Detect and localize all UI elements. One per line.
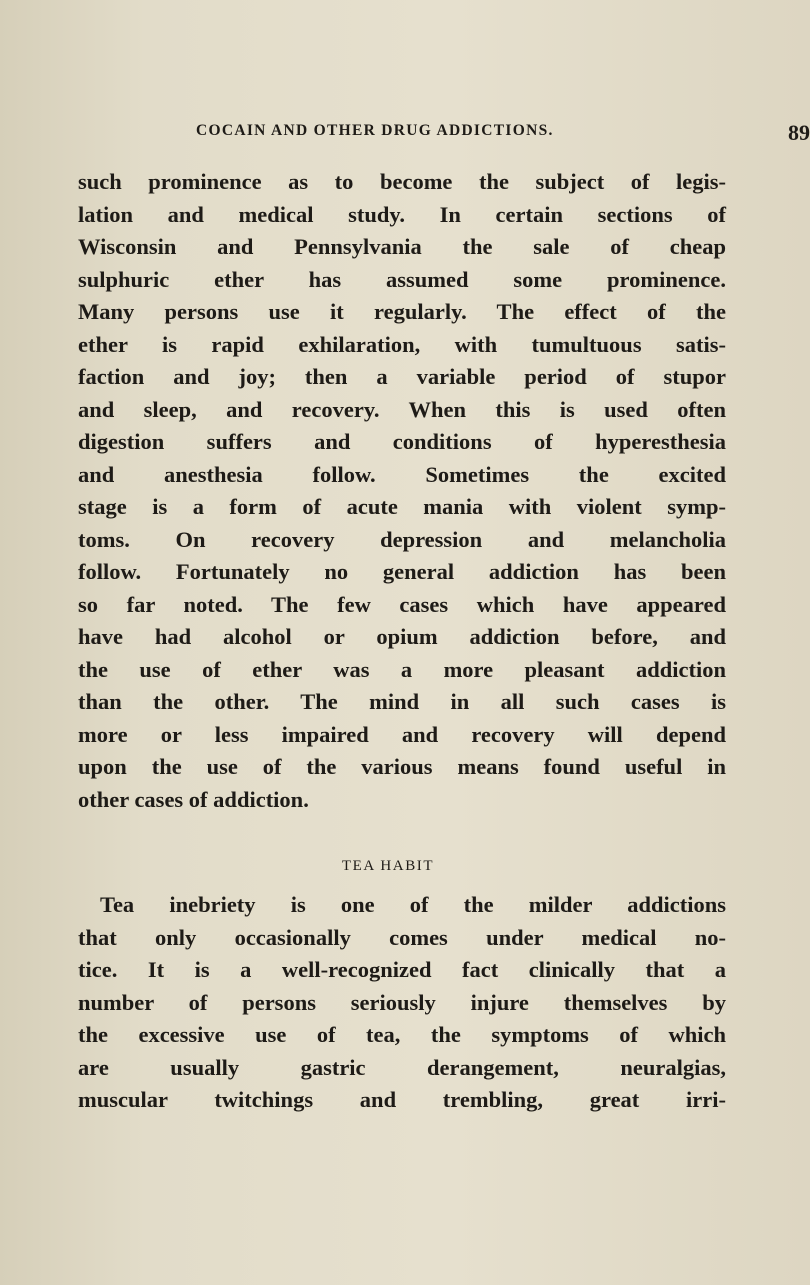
text-line: tice. It is a well-recognized fact clinically that a — [78, 957, 726, 982]
text-line: muscular twitchings and trembling, great irri- — [78, 1087, 726, 1112]
text-line: other cases of addiction. — [78, 786, 309, 812]
text-line: have had alcohol or opium addiction before, and — [78, 624, 726, 649]
text-line: than the other. The mind in all such cases is — [78, 689, 726, 714]
text-line: ether is rapid exhilaration, with tumultuous satis- — [78, 331, 726, 357]
section-heading-text: TEA HABIT — [341, 858, 435, 874]
text-line: that only occasionally comes under medical no- — [78, 924, 726, 950]
text-line: the excessive use of tea, the symptoms of which — [78, 1022, 726, 1047]
text-line: such prominence as to become the subject of legis- — [78, 169, 726, 194]
text-line: number of persons seriously injure themselves by — [78, 989, 726, 1015]
running-head — [196, 120, 810, 150]
text-line: stage is a form of acute mania with violent symp- — [78, 494, 726, 519]
paragraph-tea-habit — [78, 889, 726, 1117]
paragraph-ether — [78, 166, 726, 816]
text-line: Many persons use it regularly. The effect of the — [78, 299, 726, 324]
page-number: 89 — [788, 120, 810, 145]
text-line: sulphuric ether has assumed some prominence. — [78, 266, 726, 292]
section-heading — [0, 858, 800, 875]
text-line: the use of ether was a more pleasant addiction — [78, 656, 726, 682]
text-line: follow. Fortunately no general addiction has been — [78, 559, 726, 584]
text-line: lation and medical study. In certain sections of — [78, 201, 726, 227]
running-title: COCAIN AND OTHER DRUG ADDICTIONS. — [196, 122, 554, 139]
text-line: are usually gastric derangement, neuralgias, — [78, 1054, 726, 1080]
text-line: Wisconsin and Pennsylvania the sale of cheap — [78, 234, 726, 259]
text-line: so far noted. The few cases which have appeared — [78, 591, 726, 617]
text-line: digestion suffers and conditions of hyperesthesia — [78, 429, 726, 454]
text-line: and anesthesia follow. Sometimes the excited — [78, 461, 726, 487]
text-line: toms. On recovery depression and melancholia — [78, 526, 726, 552]
text-line: upon the use of the various means found useful in — [78, 754, 726, 779]
text-line: and sleep, and recovery. When this is used often — [78, 396, 726, 422]
text-line: more or less impaired and recovery will depend — [78, 721, 726, 747]
text-line: Tea inebriety is one of the milder addictions — [100, 892, 726, 917]
text-line: faction and joy; then a variable period of stupor — [78, 364, 726, 389]
